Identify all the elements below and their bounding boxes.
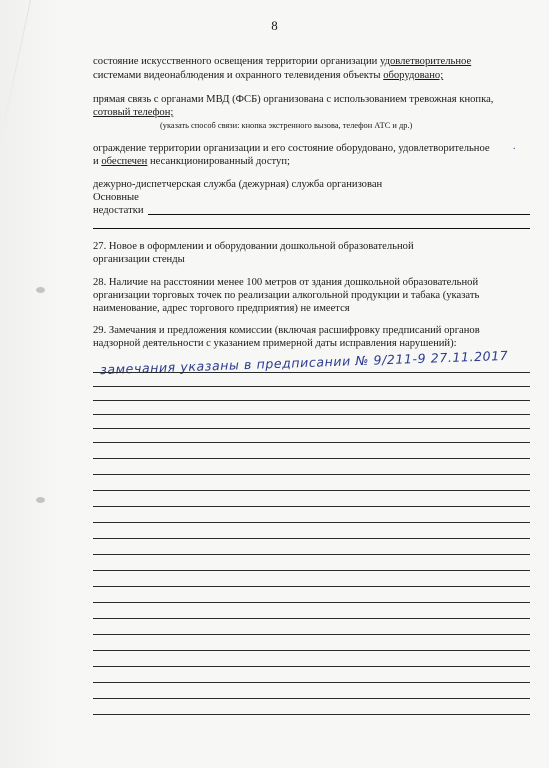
ruled-line [93, 400, 530, 401]
ruled-line [93, 458, 530, 459]
blank-line [148, 214, 530, 215]
item-27-line-1: 27. Новое в оформлении и оборудовании дошкольной образовательной [93, 241, 414, 252]
fence-line-1: ограждение территории организации и его состояние оборудовано, удовлетворительное [93, 143, 490, 154]
ruled-line [93, 570, 530, 571]
punch-hole-mark [36, 497, 45, 503]
item-27-line-2: организации стенды [93, 254, 185, 265]
police-link-line-1: прямая связь с органами МВД (ФСБ) организована с использованием тревожная кнопка, [93, 94, 494, 105]
duty-line-2: Основные [93, 192, 139, 203]
punch-hole-mark [36, 287, 45, 293]
ruled-line [93, 474, 530, 475]
ruled-line [93, 386, 530, 387]
ruled-line [93, 634, 530, 635]
item-28-line-3: наименование, адрес торгового предприятия) не имеется [93, 303, 350, 314]
ruled-line [93, 666, 530, 667]
ruled-line [93, 602, 530, 603]
ruled-line [93, 442, 530, 443]
ruled-line [93, 682, 530, 683]
ink-mark: . [513, 141, 516, 152]
lighting-line-1: состояние искусственного освещения территории организации удовлетворительное [93, 56, 472, 67]
police-link-line-2: сотовый телефон; [93, 107, 174, 118]
ruled-line [93, 698, 530, 699]
ruled-line [93, 618, 530, 619]
page-number: 8 [271, 18, 278, 33]
ruled-line [93, 650, 530, 651]
ruled-line [93, 714, 530, 715]
item-28-line-2: организации торговых точек по реализации алкогольной продукции и табака (указать [93, 290, 480, 301]
handwritten-note: замечания указаны в предписании № 9/211-9 27.11.2017 [99, 347, 509, 378]
police-link-hint: (указать способ связи: кнопка экстренного вызова, телефон АТС и др.) [160, 121, 413, 130]
ruled-line [93, 414, 530, 415]
ruled-line [93, 428, 530, 429]
item-28-line-1: 28. Наличие на расстоянии менее 100 метров от здания дошкольной образовательной [93, 277, 479, 288]
item-29-line-1: 29. Замечания и предложения комиссии (включая расшифровку предписаний органов [93, 325, 480, 336]
duty-line-1: дежурно-диспетчерская служба (дежурная) служба организован [93, 179, 383, 190]
ruled-line [93, 490, 530, 491]
blank-line [93, 228, 530, 229]
ruled-line [93, 538, 530, 539]
fence-line-2: и обеспечен несанкционированный доступ; [93, 156, 290, 167]
ruled-line [93, 522, 530, 523]
ruled-line [93, 586, 530, 587]
duty-line-3: недостатки [93, 205, 144, 216]
ruled-line [93, 372, 530, 373]
scan-shadow [0, 0, 60, 768]
ruled-line [93, 506, 530, 507]
item-29-line-2: надзорной деятельности с указанием примерной даты исправления нарушений): [93, 338, 457, 349]
ruled-line [93, 554, 530, 555]
lighting-line-2: системами видеонаблюдения и охранного телевидения объекты оборудовано; [93, 70, 444, 81]
